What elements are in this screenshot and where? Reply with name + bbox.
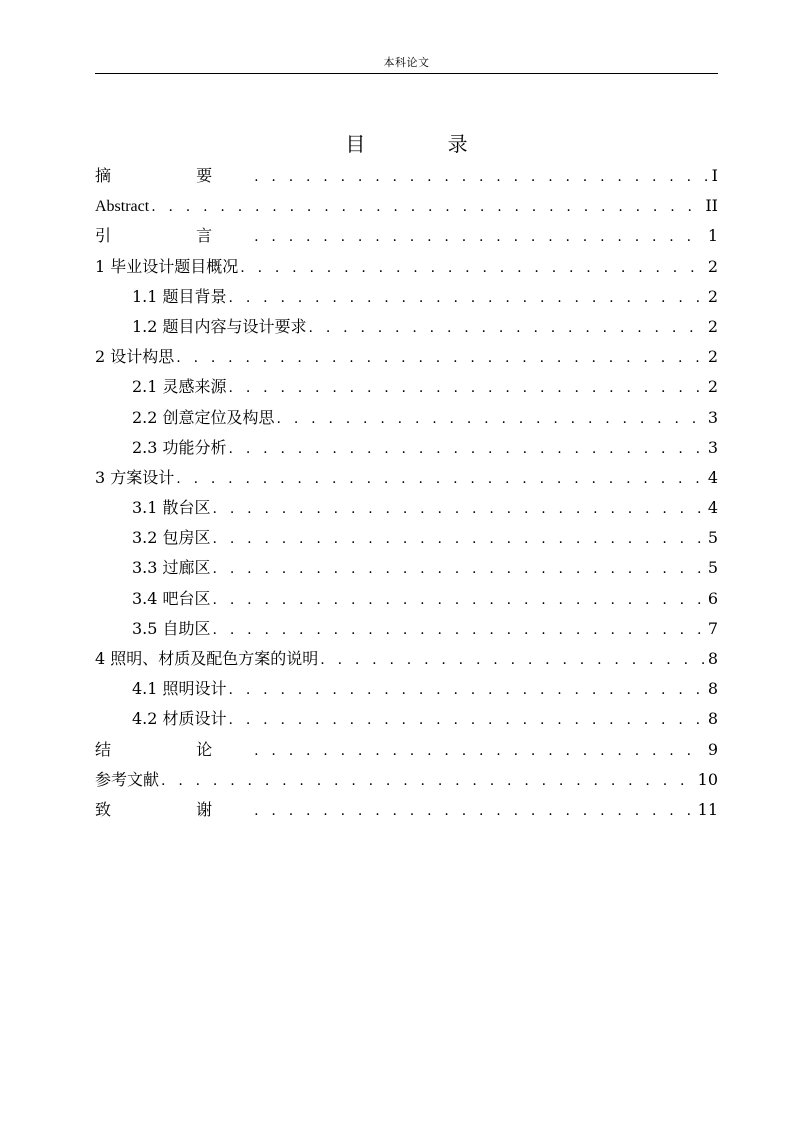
toc-leader-dots — [307, 313, 704, 342]
toc-entry-page: 5 — [707, 558, 718, 578]
toc-leader-dots — [227, 705, 704, 734]
toc-entry-label: 结 论 — [95, 739, 253, 759]
toc-entry-page: 8 — [707, 709, 718, 729]
toc-entry-abstract-en[interactable] — [95, 191, 718, 221]
toc-title: 目 录 — [345, 132, 506, 156]
toc-entry-acknowledgements[interactable] — [95, 795, 718, 825]
toc-entry-references[interactable] — [95, 765, 718, 795]
toc-entry-label: 3 方案设计 — [95, 467, 175, 487]
toc-entry-page: 10 — [697, 769, 718, 789]
toc-entry-label: 3.1 散台区 — [132, 498, 211, 518]
toc-entry-page: 11 — [697, 799, 718, 819]
header-rule — [95, 73, 718, 74]
toc-leader-dots — [227, 283, 704, 312]
toc-leader-dots — [211, 524, 704, 553]
toc-entry-chapter-3[interactable] — [95, 463, 718, 493]
toc-entry-section-4-2[interactable] — [95, 704, 718, 734]
toc-entry-page: 8 — [707, 649, 718, 668]
toc-leader-dots — [252, 162, 708, 191]
toc-entry-page: 7 — [707, 618, 718, 638]
toc-leader-dots — [174, 343, 704, 372]
toc-entry-page: 2 — [707, 316, 718, 336]
toc-leader-dots — [252, 796, 694, 825]
toc-leader-dots — [252, 736, 704, 765]
toc-entry-page: 3 — [707, 407, 718, 427]
toc-leader-dots — [227, 675, 704, 704]
toc-entry-label: 4.2 材质设计 — [132, 709, 227, 729]
toc-entry-abstract-cn[interactable] — [95, 161, 718, 191]
toc-entry-label: 4 照明、材质及配色方案的说明 — [95, 649, 319, 668]
toc-entry-page: II — [705, 196, 718, 216]
toc-entry-section-3-3[interactable] — [95, 553, 718, 583]
toc-entry-page: 5 — [707, 528, 718, 548]
toc-entry-page: 1 — [707, 226, 718, 246]
toc-entry-label: 1.2 题目内容与设计要求 — [132, 316, 307, 336]
toc-entry-page: 2 — [707, 347, 718, 367]
toc-entry-page: 3 — [707, 437, 718, 457]
running-header: 本科论文 — [383, 56, 430, 69]
toc-entry-section-3-4[interactable] — [95, 584, 718, 614]
toc-leader-dots — [174, 464, 704, 493]
toc-leader-dots — [238, 253, 704, 282]
toc-entry-label: 2.1 灵感来源 — [132, 377, 227, 397]
toc-entry-section-1-1[interactable] — [95, 282, 718, 312]
toc-entry-page: 4 — [707, 467, 718, 487]
toc-entry-page: 2 — [707, 286, 718, 306]
toc-entry-label: 3.5 自助区 — [132, 618, 211, 638]
toc-entry-label: 摘 要 — [95, 166, 253, 185]
toc-entry-label: 2 设计构思 — [95, 347, 175, 367]
toc-leader-dots — [159, 766, 694, 795]
toc-entry-introduction[interactable] — [95, 221, 718, 251]
toc-leader-dots — [318, 645, 704, 674]
toc-leader-dots — [227, 373, 704, 402]
toc-leader-dots — [227, 434, 704, 463]
toc-entry-label: 致 谢 — [95, 799, 253, 819]
toc-entry-page: 4 — [707, 498, 718, 518]
toc-entry-section-3-1[interactable] — [95, 493, 718, 523]
toc-entry-label: 参考文献 — [95, 769, 160, 789]
toc-entry-section-3-5[interactable] — [95, 614, 718, 644]
toc-entry-label: 1.1 题目背景 — [132, 286, 227, 306]
toc-entry-page: 2 — [707, 377, 718, 397]
toc-entry-label: 3.2 包房区 — [132, 528, 211, 548]
toc-entry-chapter-4[interactable] — [95, 644, 718, 674]
toc-entry-label: 2.2 创意定位及构思 — [132, 407, 275, 427]
toc-entry-label: Abstract — [95, 198, 150, 216]
toc-leader-dots — [211, 585, 704, 614]
toc-entry-label: 1 毕业设计题目概况 — [95, 256, 239, 276]
toc-entry-chapter-1[interactable] — [95, 252, 718, 282]
toc-entry-page: 6 — [707, 588, 718, 608]
toc-leader-dots — [211, 615, 704, 644]
table-of-contents — [95, 161, 718, 825]
toc-entry-page: I — [711, 166, 718, 185]
toc-entry-label: 4.1 照明设计 — [132, 679, 227, 699]
toc-leader-dots — [275, 404, 704, 433]
toc-entry-section-4-1[interactable] — [95, 674, 718, 704]
toc-leader-dots — [211, 494, 704, 523]
toc-entry-label: 3.3 过廊区 — [132, 558, 211, 578]
toc-leader-dots — [252, 222, 704, 251]
toc-entry-conclusion[interactable] — [95, 735, 718, 765]
toc-entry-section-3-2[interactable] — [95, 523, 718, 553]
toc-entry-section-2-3[interactable] — [95, 433, 718, 463]
toc-entry-label: 2.3 功能分析 — [132, 437, 227, 457]
toc-entry-label: 引 言 — [95, 226, 253, 246]
toc-entry-section-2-2[interactable] — [95, 403, 718, 433]
toc-entry-section-2-1[interactable] — [95, 372, 718, 402]
toc-entry-page: 2 — [707, 256, 718, 276]
toc-leader-dots — [211, 554, 704, 583]
toc-entry-section-1-2[interactable] — [95, 312, 718, 342]
toc-leader-dots — [149, 192, 701, 221]
toc-entry-label: 3.4 吧台区 — [132, 588, 211, 608]
toc-entry-page: 8 — [707, 679, 718, 699]
toc-entry-chapter-2[interactable] — [95, 342, 718, 372]
toc-entry-page: 9 — [707, 739, 718, 759]
